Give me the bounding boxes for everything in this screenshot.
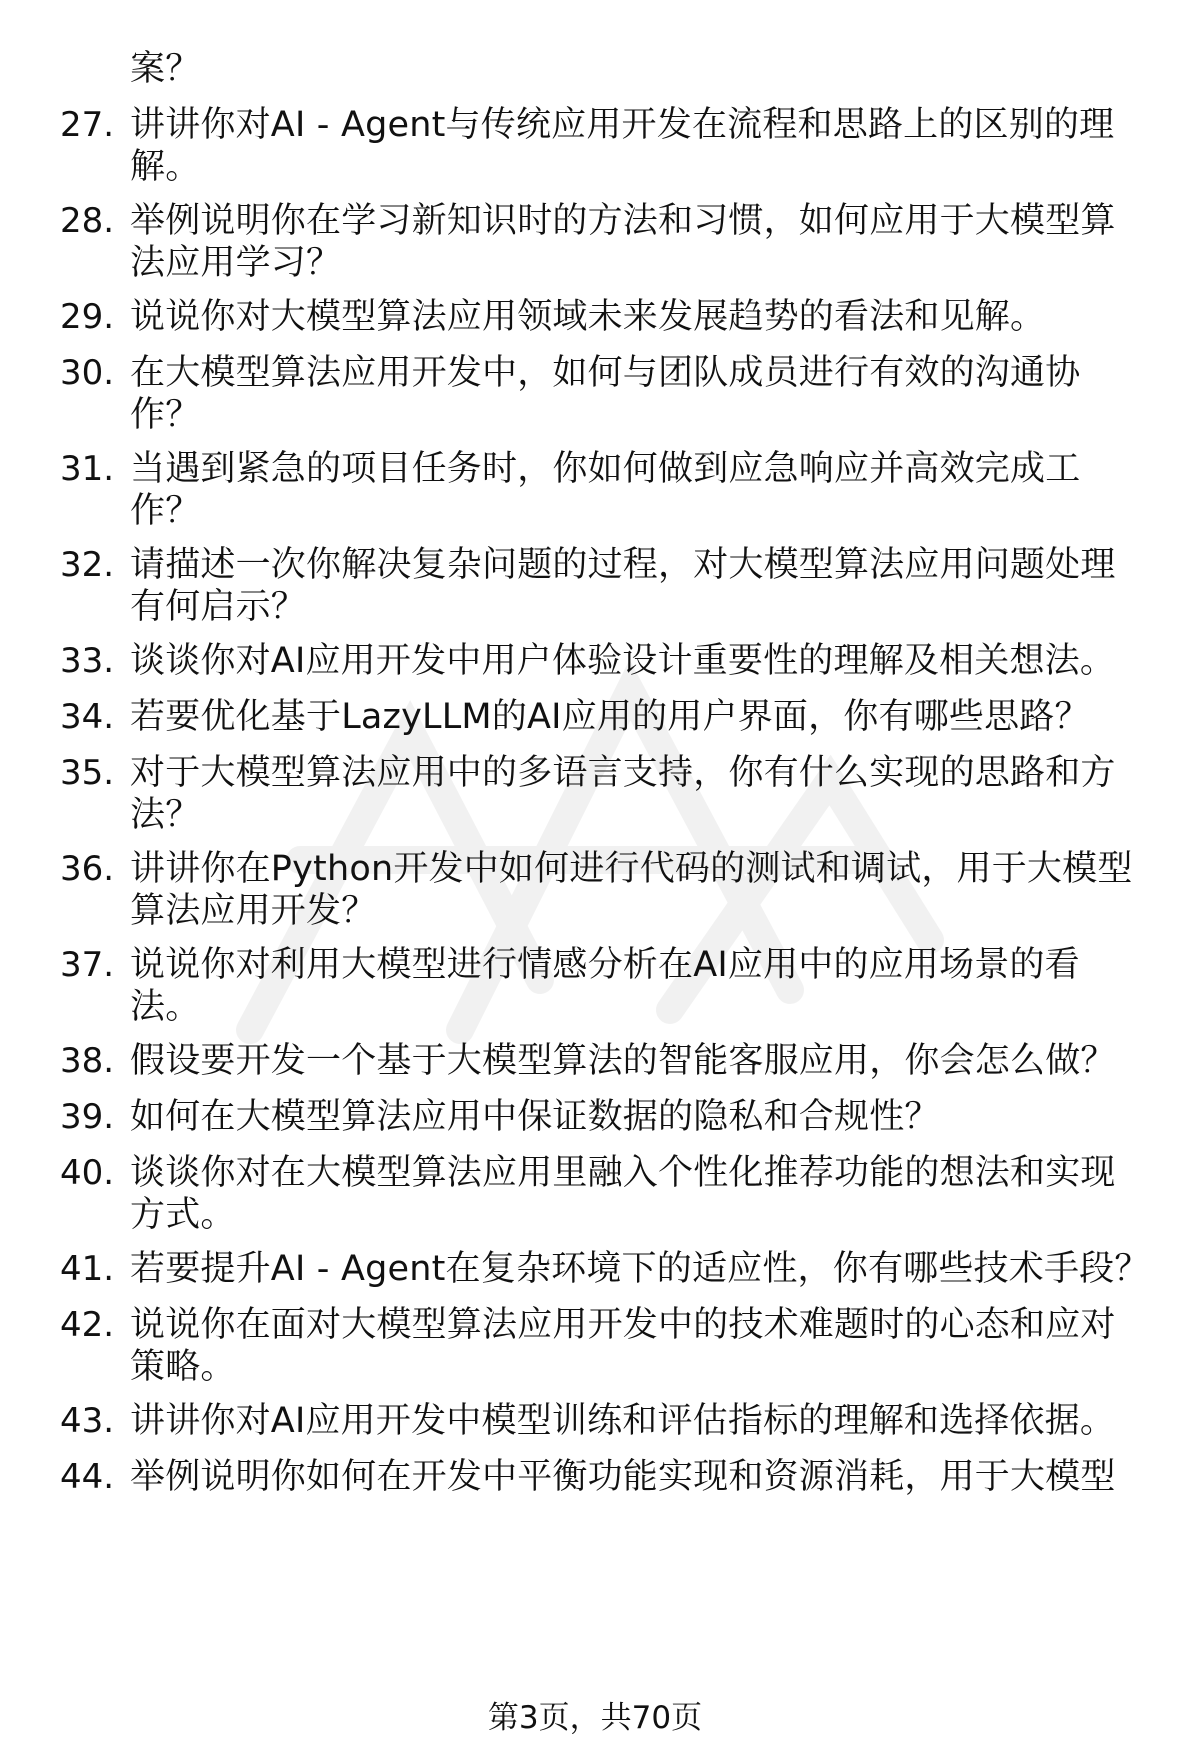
question-line: 案？ — [130, 49, 201, 89]
question-line: 讲讲你在Python开发中如何进行代码的测试和调试，用于大模型 — [130, 849, 1133, 889]
question-line: 讲讲你对AI应用开发中模型训练和评估指标的理解和选择依据。 — [130, 1401, 1116, 1441]
question-line: 在大模型算法应用开发中，如何与团队成员进行有效的沟通协 — [130, 353, 1081, 393]
question-line: 若要提升AI - Agent在复杂环境下的适应性，你有哪些技术手段？ — [130, 1249, 1150, 1289]
question-text — [130, 296, 1160, 338]
question-text — [130, 1304, 1160, 1388]
question-text — [130, 448, 1160, 532]
question-text — [130, 696, 1160, 738]
question-number: 32. — [60, 545, 115, 585]
question-text — [130, 1040, 1160, 1082]
question-text — [130, 944, 1160, 1028]
page-footer: 第3页，共70页 — [487, 1700, 703, 1736]
question-text — [130, 352, 1160, 436]
question-text — [130, 848, 1160, 932]
question-line: 作？ — [130, 395, 201, 435]
question-text — [130, 200, 1160, 284]
question-text — [130, 1096, 1160, 1138]
question-text — [130, 752, 1160, 836]
question-text — [130, 48, 1160, 90]
question-line: 说说你对大模型算法应用领域未来发展趋势的看法和见解。 — [130, 297, 1046, 337]
question-line: 举例说明你在学习新知识时的方法和习惯，如何应用于大模型算 — [130, 201, 1116, 241]
question-number: 27. — [60, 105, 115, 145]
question-line: 讲讲你对AI - Agent与传统应用开发在流程和思路上的区别的理 — [130, 105, 1115, 145]
question-line: 谈谈你对在大模型算法应用里融入个性化推荐功能的想法和实现 — [130, 1153, 1116, 1193]
question-line: 解。 — [130, 147, 201, 187]
question-line: 法应用学习？ — [130, 243, 342, 283]
question-line: 法？ — [130, 795, 201, 835]
question-number: 43. — [60, 1401, 115, 1441]
question-line: 当遇到紧急的项目任务时，你如何做到应急响应并高效完成工 — [130, 449, 1081, 489]
question-number: 41. — [60, 1249, 115, 1289]
question-line: 说说你在面对大模型算法应用开发中的技术难题时的心态和应对 — [130, 1305, 1116, 1345]
question-number: 35. — [60, 753, 115, 793]
question-number: 42. — [60, 1305, 115, 1345]
question-line: 作？ — [130, 491, 201, 531]
question-number: 36. — [60, 849, 115, 889]
question-text — [130, 640, 1160, 682]
question-number: 39. — [60, 1097, 115, 1137]
question-text — [130, 1248, 1160, 1290]
question-number: 40. — [60, 1153, 115, 1193]
question-line: 举例说明你如何在开发中平衡功能实现和资源消耗，用于大模型 — [130, 1457, 1116, 1497]
question-number: 29. — [60, 297, 115, 337]
question-line: 有何启示？ — [130, 587, 307, 627]
question-number: 34. — [60, 697, 115, 737]
question-text — [130, 1456, 1160, 1498]
question-number: 37. — [60, 945, 115, 985]
question-line: 请描述一次你解决复杂问题的过程，对大模型算法应用问题处理 — [130, 545, 1116, 585]
question-line: 对于大模型算法应用中的多语言支持，你有什么实现的思路和方 — [130, 753, 1116, 793]
question-text — [130, 544, 1160, 628]
question-line: 方式。 — [130, 1195, 236, 1235]
question-number: 30. — [60, 353, 115, 393]
question-number: 44. — [60, 1457, 115, 1497]
question-number: 31. — [60, 449, 115, 489]
question-line: 若要优化基于LazyLLM的AI应用的用户界面，你有哪些思路？ — [130, 697, 1090, 737]
question-line: 假设要开发一个基于大模型算法的智能客服应用，你会怎么做？ — [130, 1041, 1116, 1081]
question-number: 28. — [60, 201, 115, 241]
question-line: 法。 — [130, 987, 201, 1027]
question-text — [130, 104, 1160, 188]
question-number: 38. — [60, 1041, 115, 1081]
question-number: 33. — [60, 641, 115, 681]
question-text — [130, 1400, 1160, 1442]
question-text — [130, 1152, 1160, 1236]
question-line: 说说你对利用大模型进行情感分析在AI应用中的应用场景的看 — [130, 945, 1080, 985]
question-line: 算法应用开发？ — [130, 891, 377, 931]
question-line: 谈谈你对AI应用开发中用户体验设计重要性的理解及相关想法。 — [130, 641, 1116, 681]
question-line: 策略。 — [130, 1347, 236, 1387]
question-line: 如何在大模型算法应用中保证数据的隐私和合规性？ — [130, 1097, 940, 1137]
